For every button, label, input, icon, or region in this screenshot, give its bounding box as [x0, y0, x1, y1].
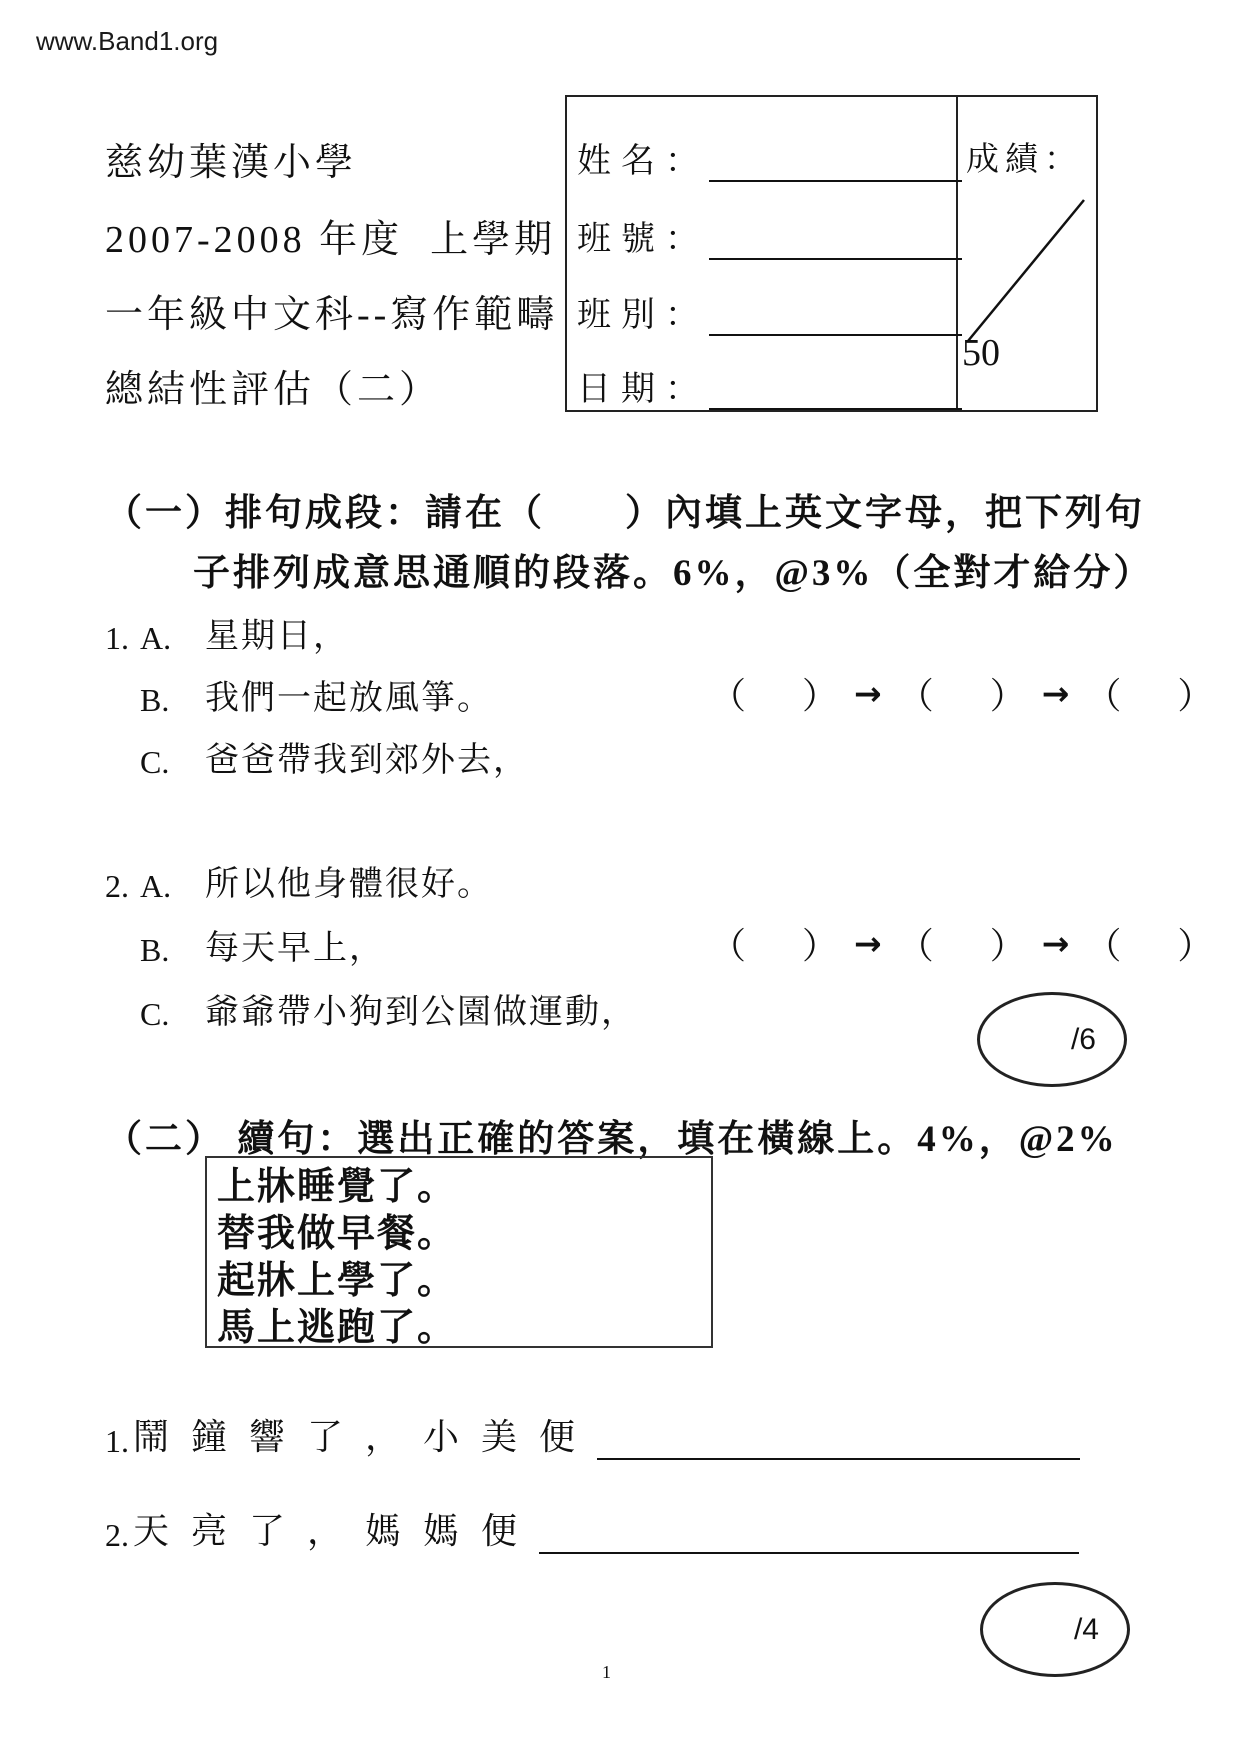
q2-option-c-label: C. [140, 996, 170, 1032]
q2-option-a-text: 所以他身體很好。 [205, 866, 493, 903]
date-blank-line [709, 366, 962, 410]
choice-option: 起牀上學了。 [217, 1260, 458, 1302]
right-arrow-icon: → [854, 674, 882, 713]
class-row [577, 286, 962, 336]
open-paren: （ [897, 676, 934, 716]
q2-number: 2. [105, 868, 129, 904]
q1-row-b [105, 670, 493, 719]
s2-q1-blank-line [597, 1414, 1080, 1460]
s2-q2-number: 2. [105, 1517, 129, 1553]
date-label: 日期： [577, 371, 709, 408]
name-row [577, 132, 962, 182]
close-paren: ） [802, 676, 839, 716]
close-paren: ） [1177, 676, 1214, 716]
s2-q2-text: 天亮了，媽媽便 [133, 1511, 540, 1551]
date-row [577, 360, 962, 410]
choice-option: 馬上逃跑了。 [217, 1307, 458, 1349]
subject-line: 一年級中文科--寫作範疇 [105, 294, 559, 336]
q2-row-c [105, 984, 637, 1033]
s2-q2-blank-line [539, 1508, 1079, 1554]
class-blank-line [709, 292, 962, 336]
q2-option-b-label: B. [140, 932, 170, 968]
q1-option-a-text: 星期日， [205, 618, 349, 655]
q2-row-b [105, 920, 385, 969]
choice-option: 上牀睡覺了。 [217, 1166, 458, 1208]
section1-score-oval [977, 992, 1127, 1087]
class-number-label: 班號： [577, 221, 709, 258]
name-blank-line [709, 138, 962, 182]
school-name: 慈幼葉漢小學 [105, 142, 358, 184]
q2-option-a-label: A. [140, 868, 172, 904]
q1-option-b-text: 我們一起放風箏。 [205, 680, 493, 717]
score-label: 成績： [966, 142, 1083, 178]
watermark: www.Band1.org [36, 26, 219, 56]
section2-heading: （二） 續句：選出正確的答案，填在橫線上。4%，@2% [105, 1119, 1118, 1160]
q1-option-a-label: A. [140, 620, 172, 656]
close-paren: ） [802, 926, 839, 966]
right-arrow-icon: → [1041, 924, 1070, 963]
q2-option-b-text: 每天早上， [205, 930, 385, 967]
right-arrow-icon: → [1041, 674, 1070, 713]
open-paren: （ [1085, 676, 1122, 716]
q2-answer-sequence [710, 918, 1213, 969]
open-paren: （ [710, 926, 747, 966]
q1-row-c [105, 732, 529, 781]
s2-q1-text: 鬧鐘響了，小美便 [133, 1417, 598, 1457]
q1-option-c-label: C. [140, 744, 170, 780]
s2-question-2 [105, 1506, 1079, 1554]
choice-option: 替我做早餐。 [217, 1213, 458, 1255]
s2-q1-number: 1. [105, 1423, 129, 1459]
assessment-title: 總結性評估（二） [105, 369, 442, 411]
section1-score-badge: /6 [1070, 1022, 1096, 1056]
section1-heading-line2: 子排列成意思通順的段落。6%，@3%（全對才給分） [193, 553, 1154, 594]
q1-row-a [105, 608, 349, 657]
close-paren: ） [989, 926, 1026, 966]
open-paren: （ [1085, 926, 1122, 966]
section1-heading-line1: （一）排句成段：請在（ ）內填上英文字母，把下列句 [105, 493, 1145, 534]
open-paren: （ [897, 926, 934, 966]
choices-box [205, 1156, 713, 1348]
q1-option-b-label: B. [140, 682, 170, 718]
close-paren: ） [989, 676, 1026, 716]
s2-question-1 [105, 1412, 1080, 1460]
score-box [956, 97, 1100, 410]
page-number: 1 [602, 1662, 611, 1682]
q1-number: 1. [105, 620, 129, 656]
name-label: 姓名： [577, 143, 709, 180]
class-label: 班別： [577, 297, 709, 334]
year-term: 2007-2008 年度 上學期 [105, 219, 557, 261]
q1-answer-sequence [710, 668, 1213, 719]
q1-option-c-text: 爸爸帶我到郊外去， [205, 742, 529, 779]
right-arrow-icon: → [854, 924, 882, 963]
open-paren: （ [710, 676, 747, 716]
class-number-blank-line [709, 216, 962, 260]
section2-score-badge: /4 [1073, 1612, 1099, 1646]
section2-score-oval [980, 1582, 1130, 1677]
q2-option-c-text: 爺爺帶小狗到公園做運動， [205, 994, 637, 1031]
q2-row-a [105, 856, 493, 905]
close-paren: ） [1177, 926, 1214, 966]
score-total: 50 [962, 332, 1000, 374]
class-number-row [577, 210, 962, 260]
